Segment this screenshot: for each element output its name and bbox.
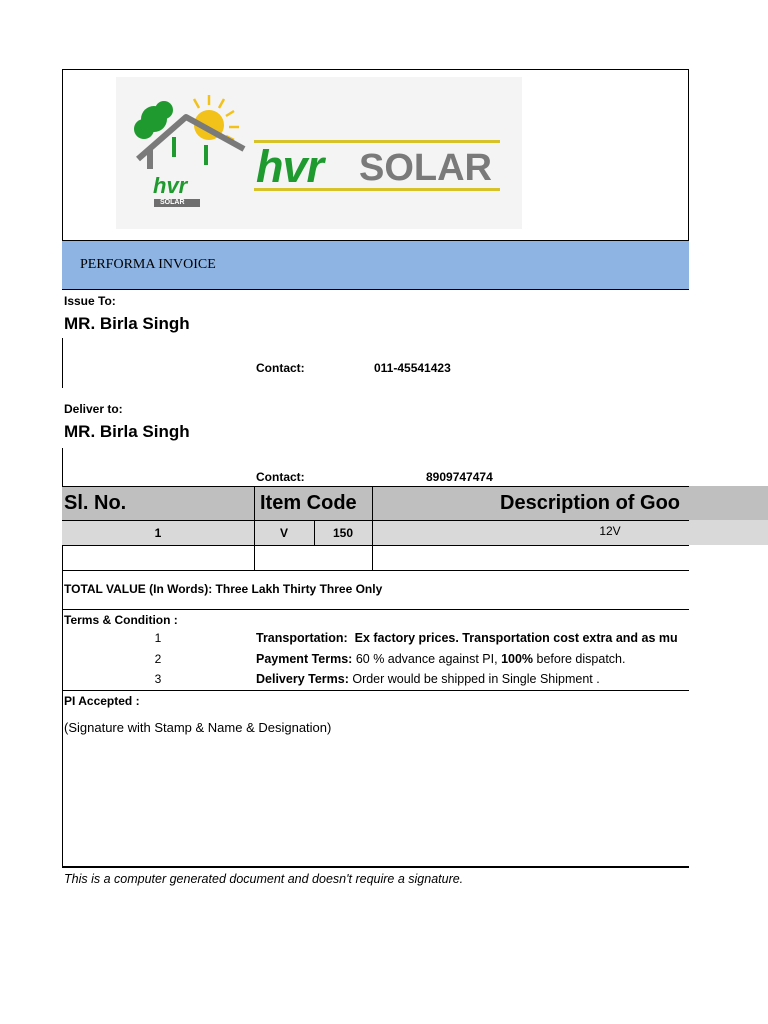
th-sl-no: Sl. No. (64, 491, 127, 514)
invoice-title: PERFORMA INVOICE (80, 257, 216, 272)
pi-accepted-label: PI Accepted : (64, 694, 140, 708)
issue-contact-label: Contact: (256, 361, 305, 375)
deliver-contact-label: Contact: (256, 470, 305, 484)
deliver-to-name: MR. Birla Singh (64, 422, 190, 441)
issue-contact-value: 011-45541423 (374, 361, 451, 375)
logo-badge-hvr: hvr (153, 173, 188, 198)
total-value-words: TOTAL VALUE (In Words): Three Lakh Thirty Three Only (64, 582, 383, 596)
term-2-body: 60 % advance against PI, (352, 652, 502, 666)
row-bottom-border (62, 545, 689, 546)
logo-badge-solar: SOLAR (160, 199, 185, 206)
term-2-number: 2 (154, 652, 162, 666)
row2-bottom-border (62, 570, 689, 571)
col-sep-3 (372, 486, 373, 570)
term-1-label: Transportation: (256, 631, 348, 645)
invoice-bottom-border (62, 866, 689, 868)
logo-wordmark-hvr: hvr (256, 141, 324, 192)
terms-title: Terms & Condition : (64, 613, 178, 627)
term-1-body: Ex factory prices. Transportation cost extra and as mu (347, 631, 678, 645)
term-2-label: Payment Terms: (256, 652, 353, 666)
deliver-to-label: Deliver to: (64, 402, 123, 416)
footer-note: This is a computer generated document and doesn't require a signature. (64, 872, 464, 886)
issue-to-name: MR. Birla Singh (64, 314, 190, 333)
term-1-number: 1 (154, 631, 162, 645)
cell-code-b: 150 (332, 525, 354, 540)
table-row: 1 (154, 525, 162, 540)
issue-to-label: Issue To: (64, 294, 116, 308)
term-2-body-after: before dispatch. (533, 652, 626, 666)
terms-bottom-border (62, 690, 689, 691)
table-header-overflow-fill (689, 520, 768, 545)
issue-to-left-border (62, 338, 63, 388)
total-bottom-border (62, 609, 689, 610)
term-1-text (256, 631, 689, 645)
term-3-number: 3 (154, 672, 162, 686)
term-3-label: Delivery Terms: (256, 672, 349, 686)
signature-note: (Signature with Stamp & Name & Designation) (64, 720, 332, 735)
logo-wordmark-solar: SOLAR (359, 147, 492, 189)
term-2-text (256, 652, 625, 666)
term-2-bold-tail: 100% (501, 652, 534, 666)
term-3-body: Order would be shipped in Single Shipment . (348, 672, 600, 686)
term-3-text (256, 672, 600, 686)
company-logo (116, 77, 522, 229)
cell-description: 12V (599, 523, 621, 538)
cell-code-a: V (279, 525, 288, 540)
deliver-contact-value: 8909747474 (426, 470, 493, 484)
th-description: Description of Goo (500, 491, 680, 514)
th-item-code: Item Code (260, 491, 357, 514)
